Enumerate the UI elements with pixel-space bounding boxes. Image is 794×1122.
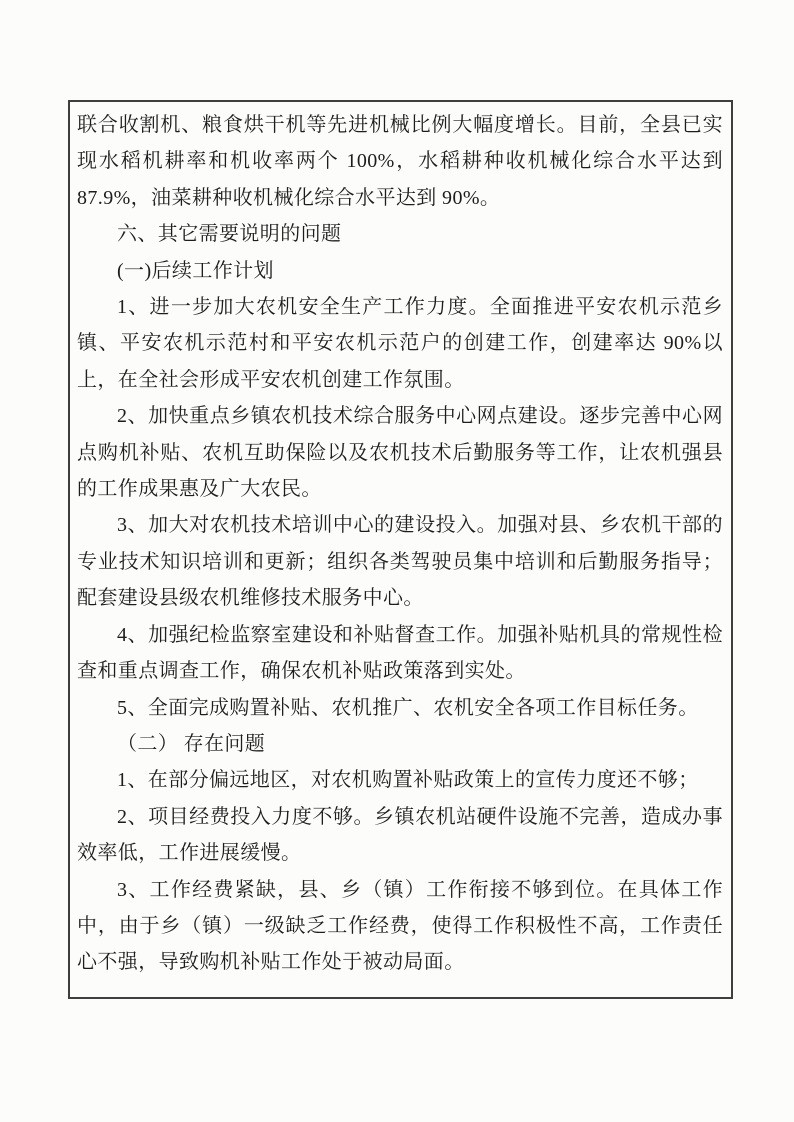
paragraph-item-2: 2、加快重点乡镇农机技术综合服务中心网点建设。逐步完善中心网点购机补贴、农机互助保险以及农机技术后勤服务等工作，让农机强县的工作成果惠及广大农民。 <box>77 405 723 501</box>
paragraph-problem-3: 3、工作经费紧缺，县、乡（镇）工作衔接不够到位。在具体工作中，由于乡（镇）一级缺乏工作经费，使得工作积极性不高，工作责任心不强，导致购机补贴工作处于被动局面。 <box>77 878 723 974</box>
paragraph-continuation: 联合收割机、粮食烘干机等先进机械比例大幅度增长。目前，全县已实现水稻机耕率和机收率两个 100%，水稻耕种收机械化综合水平达到 87.9%，油菜耕种收机械化综合水平达到 90%。 <box>77 114 723 209</box>
section-heading: 六、其它需要说明的问题 <box>117 223 342 246</box>
sub-heading-existing-problems: （二） 存在问题 <box>117 732 266 755</box>
paragraph-item-3: 3、加大对农机技术培训中心的建设投入。加强对县、乡农机干部的专业技术知识培训和更新；组织各类驾驶员集中培训和后勤服务指导；配套建设县级农机维修技术服务中心。 <box>77 514 723 610</box>
paragraph-problem-1: 1、在部分偏远地区，对农机购置补贴政策上的宣传力度还不够； <box>117 769 699 792</box>
document-border-box <box>68 100 733 999</box>
sub-heading-followup-plan: (一)后续工作计划 <box>117 259 274 282</box>
paragraph-item-1: 1、进一步加大农机安全生产工作力度。全面推进平安农机示范乡镇、平安农机示范村和平安农机示范户的创建工作，创建率达 90%以上，在全社会形成平安农机创建工作氛围。 <box>77 296 723 391</box>
paragraph-item-5: 5、全面完成购置补贴、农机推广、农机安全各项工作目标任务。 <box>117 696 699 719</box>
paragraph-problem-2: 2、项目经费投入力度不够。乡镇农机站硬件设施不完善，造成办事效率低，工作进展缓慢。 <box>77 805 723 865</box>
paragraph-item-4: 4、加强纪检监察室建设和补贴督查工作。加强补贴机具的常规性检查和重点调查工作，确保农机补贴政策落到实处。 <box>77 623 723 683</box>
